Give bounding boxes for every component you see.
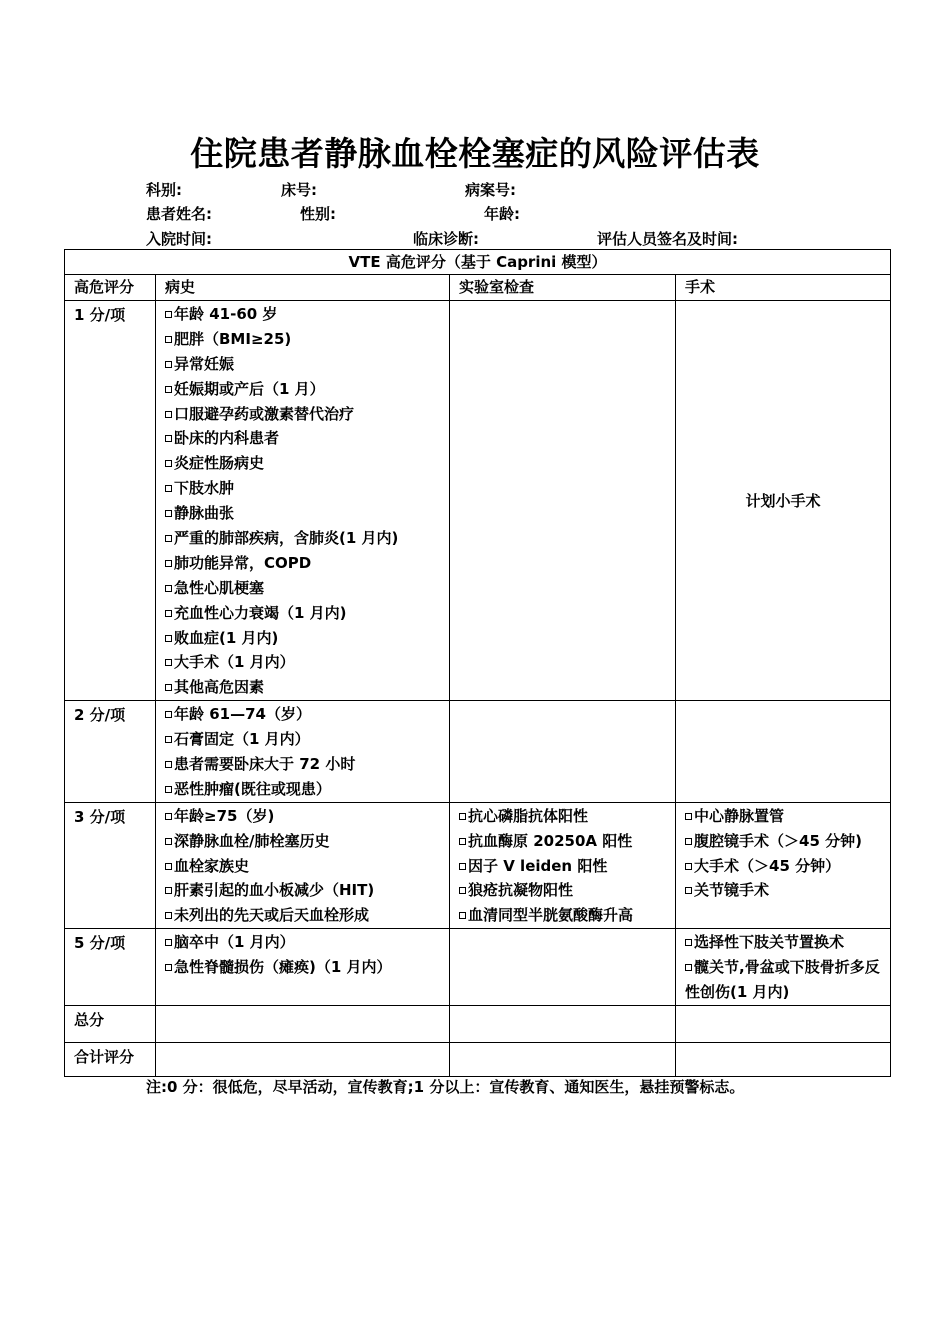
- list-item: [459, 829, 675, 854]
- checkbox-icon[interactable]: [685, 813, 692, 820]
- table-row-3-point: [65, 802, 891, 928]
- checkbox-icon[interactable]: [165, 786, 172, 793]
- list-item: [459, 854, 675, 879]
- combined-lab-cell[interactable]: [450, 1042, 676, 1076]
- item-text: 中心静脉置管: [694, 806, 785, 825]
- item-text: 狼疮抗凝物阳性: [468, 881, 574, 900]
- checkbox-icon[interactable]: [165, 863, 172, 870]
- list-item: [165, 501, 449, 526]
- checkbox-icon[interactable]: [165, 711, 172, 718]
- checkbox-icon[interactable]: [165, 684, 172, 691]
- list-item: [165, 526, 449, 551]
- item-text: 关节镜手术: [694, 881, 770, 900]
- total-lab-cell[interactable]: [450, 1005, 676, 1042]
- item-text: 败血症(1 月内): [174, 628, 279, 647]
- item-text: 未列出的先天或后天血栓形成: [174, 906, 370, 925]
- item-text: 急性心肌梗塞: [174, 578, 265, 597]
- bed-field: 床号:: [281, 181, 317, 199]
- list-item: [165, 777, 449, 802]
- surgery-cell: [676, 802, 891, 928]
- score-label: 1 分/项: [65, 301, 156, 701]
- item-text: 肥胖（BMI≥25): [174, 329, 292, 348]
- item-text: 石膏固定（1 月内）: [174, 730, 310, 749]
- item-text: 肝素引起的血小板减少（HIT): [174, 881, 375, 900]
- item-text: 炎症性肠病史: [174, 454, 265, 473]
- item-text: 抗心磷脂抗体阳性: [468, 806, 589, 825]
- list-item: [165, 804, 449, 829]
- list-item: [165, 854, 449, 879]
- checkbox-icon[interactable]: [165, 560, 172, 567]
- list-item: [165, 675, 449, 700]
- item-text: 充血性心力衰竭（1 月内): [174, 603, 347, 622]
- list-item: [165, 955, 449, 980]
- age-field: 年龄:: [484, 205, 520, 223]
- item-text: 脑卒中（1 月内）: [174, 933, 295, 952]
- item-text: 血清同型半胱氨酸酶升高: [468, 906, 634, 925]
- item-text: 急性脊髓损伤（瘫痪)（1 月内）: [174, 958, 392, 977]
- item-text: 血栓家族史: [174, 856, 250, 875]
- record-number-field: 病案号:: [465, 181, 516, 199]
- list-item: [459, 878, 675, 903]
- checkbox-icon[interactable]: [165, 912, 172, 919]
- item-text: 选择性下肢关节置换术: [694, 933, 845, 952]
- list-item: [165, 878, 449, 903]
- risk-assessment-table: [64, 249, 891, 1077]
- checkbox-icon[interactable]: [685, 887, 692, 894]
- checkbox-icon[interactable]: [165, 485, 172, 492]
- list-item: [685, 854, 890, 879]
- footnote: 注:0 分：很低危，尽早活动，宣传教育;1 分以上：宣传教育、通知医生，悬挂预警标志。: [146, 1078, 745, 1096]
- item-text: 大手术（1 月内）: [174, 653, 295, 672]
- item-text: 妊娠期或产后（1 月）: [174, 379, 325, 398]
- list-item: [685, 804, 890, 829]
- column-header-lab: 实验室检查: [450, 275, 676, 301]
- list-item: [165, 302, 449, 327]
- checkbox-icon[interactable]: [165, 939, 172, 946]
- checkbox-icon[interactable]: [685, 863, 692, 870]
- list-item: [165, 727, 449, 752]
- item-text: 抗血酶原 20250A 阳性: [468, 831, 633, 850]
- list-item: [165, 626, 449, 651]
- table-row-5-point: [65, 929, 891, 1006]
- list-item: [685, 955, 890, 1005]
- list-item: [165, 650, 449, 675]
- patient-name-field: 患者姓名:: [146, 205, 212, 223]
- item-text: 年龄≥75（岁): [174, 806, 275, 825]
- item-text: 严重的肺部疾病，含肺炎(1 月内): [174, 529, 399, 548]
- checkbox-icon[interactable]: [165, 585, 172, 592]
- checkbox-icon[interactable]: [165, 311, 172, 318]
- score-label: 2 分/项: [65, 701, 156, 803]
- list-item: [685, 878, 890, 903]
- checkbox-icon[interactable]: [165, 736, 172, 743]
- checkbox-icon[interactable]: [165, 336, 172, 343]
- admission-time-field: 入院时间:: [146, 230, 212, 248]
- surgery-list: [685, 930, 890, 955]
- table-row-2-point: [65, 701, 891, 803]
- item-text: 腹腔镜手术（＞45 分钟): [694, 831, 862, 850]
- item-text: 因子 V leiden 阳性: [468, 856, 608, 875]
- checkbox-icon[interactable]: [165, 535, 172, 542]
- item-text: 深静脉血栓/肺栓塞历史: [174, 831, 330, 850]
- item-text: 年龄 41-60 岁: [174, 305, 278, 323]
- surgery-cell: [676, 701, 891, 803]
- checkbox-icon[interactable]: [165, 761, 172, 768]
- list-item: [165, 426, 449, 451]
- total-label: 总分: [65, 1005, 156, 1042]
- total-surgery-cell[interactable]: [676, 1005, 891, 1042]
- column-header-history: 病史: [156, 275, 450, 301]
- column-header-score: 高危评分: [65, 275, 156, 301]
- checkbox-icon[interactable]: [165, 887, 172, 894]
- item-text: 下肢水肿: [174, 479, 235, 498]
- list-item: [165, 327, 449, 352]
- checkbox-icon[interactable]: [165, 964, 172, 971]
- item-text: 大手术（＞45 分钟）: [694, 856, 841, 875]
- lab-cell: [450, 929, 676, 1006]
- list-item: [165, 402, 449, 427]
- checkbox-icon[interactable]: [165, 435, 172, 442]
- list-item: [165, 601, 449, 626]
- checkbox-icon[interactable]: [459, 838, 466, 845]
- gender-field: 性别:: [300, 205, 336, 223]
- department-field: 科别:: [146, 181, 182, 199]
- lab-cell: [450, 701, 676, 803]
- checkbox-icon[interactable]: [165, 659, 172, 666]
- clinical-diagnosis-field: 临床诊断:: [413, 230, 479, 248]
- planned-minor-surgery: 计划小手术: [745, 492, 821, 511]
- list-item: [165, 752, 449, 777]
- list-item: [165, 576, 449, 601]
- checkbox-icon[interactable]: [165, 460, 172, 467]
- history-cell: [156, 301, 450, 701]
- checkbox-icon[interactable]: [165, 411, 172, 418]
- checkbox-icon[interactable]: [165, 510, 172, 517]
- history-cell: [156, 802, 450, 928]
- combined-surgery-cell[interactable]: [676, 1042, 891, 1076]
- lab-cell: [450, 301, 676, 701]
- item-text: 卧床的内科患者: [174, 429, 280, 448]
- column-header-surgery: 手术: [676, 275, 891, 301]
- list-item: [165, 377, 449, 402]
- item-text: 髋关节,骨盆或下肢骨折多反性创伤(1 月内): [685, 958, 880, 1002]
- assessor-signature-field: 评估人员签名及时间:: [597, 230, 738, 248]
- item-text: 肺功能异常，COPD: [174, 553, 312, 572]
- table-row-total: [65, 1005, 891, 1042]
- checkbox-icon[interactable]: [165, 361, 172, 368]
- score-label: 3 分/项: [65, 802, 156, 928]
- list-item: [165, 352, 449, 377]
- table-row-1-point: [65, 301, 891, 701]
- checkbox-icon[interactable]: [459, 813, 466, 820]
- item-text: 患者需要卧床大于 72 小时: [174, 755, 356, 774]
- item-text: 其他高危因素: [174, 678, 265, 697]
- checkbox-icon[interactable]: [165, 813, 172, 820]
- checkbox-icon[interactable]: [165, 610, 172, 617]
- list-item: [165, 702, 449, 727]
- table-header: VTE 高危评分（基于 Caprini 模型）: [65, 250, 891, 275]
- list-item: [165, 930, 449, 955]
- list-item: [459, 903, 675, 928]
- list-item: [459, 804, 675, 829]
- table-row-combined: [65, 1042, 891, 1076]
- checkbox-icon[interactable]: [165, 386, 172, 393]
- lab-cell: [450, 802, 676, 928]
- checkbox-icon[interactable]: [685, 939, 692, 946]
- score-label: 5 分/项: [65, 929, 156, 1006]
- combined-history-cell[interactable]: [156, 1042, 450, 1076]
- list-item: [685, 930, 890, 955]
- list-item: [165, 476, 449, 501]
- list-item: [165, 551, 449, 576]
- surgery-cell: [676, 929, 891, 1006]
- item-text: 口服避孕药或激素替代治疗: [174, 404, 355, 423]
- checkbox-icon[interactable]: [165, 838, 172, 845]
- list-item: [165, 903, 449, 928]
- checkbox-icon[interactable]: [685, 964, 692, 971]
- item-text: 静脉曲张: [174, 504, 235, 523]
- history-cell: [156, 929, 450, 1006]
- form-title: 住院患者静脉血栓栓塞症的风险评估表: [190, 134, 760, 173]
- checkbox-icon[interactable]: [459, 863, 466, 870]
- checkbox-icon[interactable]: [685, 838, 692, 845]
- surgery-cell: [676, 301, 891, 701]
- item-text: 年龄 61—74（岁）: [174, 705, 311, 724]
- total-history-cell[interactable]: [156, 1005, 450, 1042]
- combined-score-label: 合计评分: [65, 1042, 156, 1076]
- list-item: [165, 451, 449, 476]
- history-cell: [156, 701, 450, 803]
- item-text: 异常妊娠: [174, 354, 235, 373]
- item-text: 恶性肿瘤(既往或现患）: [174, 779, 331, 798]
- list-item: [165, 829, 449, 854]
- list-item: [685, 829, 890, 854]
- checkbox-icon[interactable]: [459, 912, 466, 919]
- checkbox-icon[interactable]: [459, 887, 466, 894]
- checkbox-icon[interactable]: [165, 635, 172, 642]
